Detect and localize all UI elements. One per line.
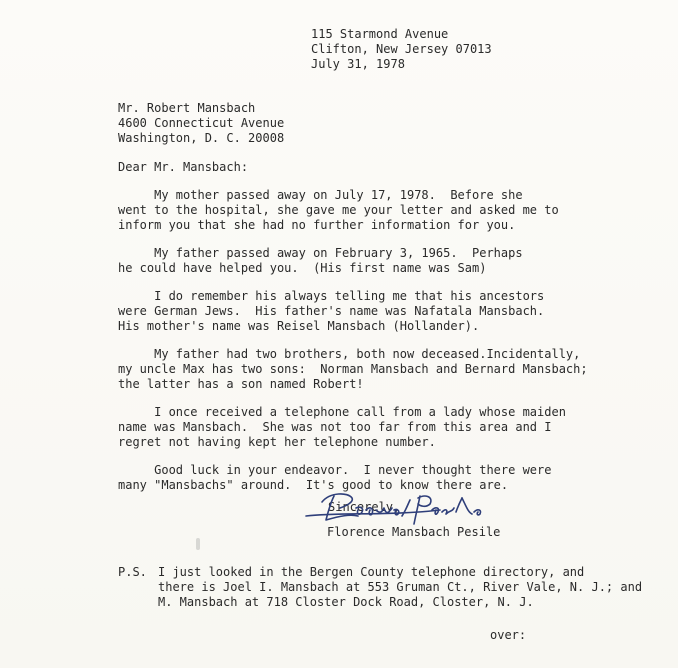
paragraph-line: My father passed away on February 3, 1965. Perhaps (118, 246, 523, 260)
paragraph-line: My mother passed away on July 17, 1978. Before she (118, 188, 523, 202)
handwritten-signature (300, 486, 525, 528)
postscript-line: I just looked in the Bergen County telephone directory, and (158, 565, 585, 579)
paragraph-line: inform you that she had no further information for you. (118, 218, 516, 232)
sender-street: 115 Starmond Avenue (311, 27, 449, 41)
page-turn-note: over: (490, 628, 527, 642)
postscript-line: M. Mansbach at 718 Closter Dock Road, Closter, N. J. (158, 595, 534, 609)
paragraph-line: Good luck in your endeavor. I never thought there were (118, 463, 552, 477)
salutation: Dear Mr. Mansbach: (118, 160, 249, 174)
paragraph-line: My father had two brothers, both now deceased.Incidentally, (118, 347, 581, 361)
paragraph-line: went to the hospital, she gave me your letter and asked me to (118, 203, 559, 217)
paragraph-line: my uncle Max has two sons: Norman Mansbach and Bernard Mansbach; (118, 362, 588, 376)
paragraph-line: name was Mansbach. She was not too far from this area and I (118, 420, 552, 434)
paragraph-line: I do remember his always telling me that his ancestors (118, 289, 545, 303)
recipient-street: 4600 Connecticut Avenue (118, 116, 285, 130)
paragraph-line: he could have helped you. (His first name was Sam) (118, 261, 487, 275)
postscript-line: there is Joel I. Mansbach at 553 Gruman Ct., River Vale, N. J.; and (158, 580, 643, 594)
paragraph-line: I once received a telephone call from a lady whose maiden (118, 405, 566, 419)
recipient-city: Washington, D. C. 20008 (118, 131, 285, 145)
paragraph-line: His mother's name was Reisel Mansbach (Hollander). (118, 319, 480, 333)
paragraph-line: many "Mansbachs" around. It's good to know there are. (118, 478, 509, 492)
paper-smudge (196, 538, 200, 550)
recipient-name: Mr. Robert Mansbach (118, 101, 256, 115)
paragraph-line: regret not having kept her telephone number. (118, 435, 436, 449)
signature-name: Florence Mansbach Pesile (327, 525, 501, 539)
letter-date: July 31, 1978 (311, 57, 405, 71)
paragraph-line: were German Jews. His father's name was Nafatala Mansbach. (118, 304, 545, 318)
paragraph-line: the latter has a son named Robert! (118, 377, 364, 391)
postscript-label: P.S. (118, 565, 147, 579)
sender-city: Clifton, New Jersey 07013 (311, 42, 492, 56)
closing: Sincerely, (328, 500, 401, 514)
